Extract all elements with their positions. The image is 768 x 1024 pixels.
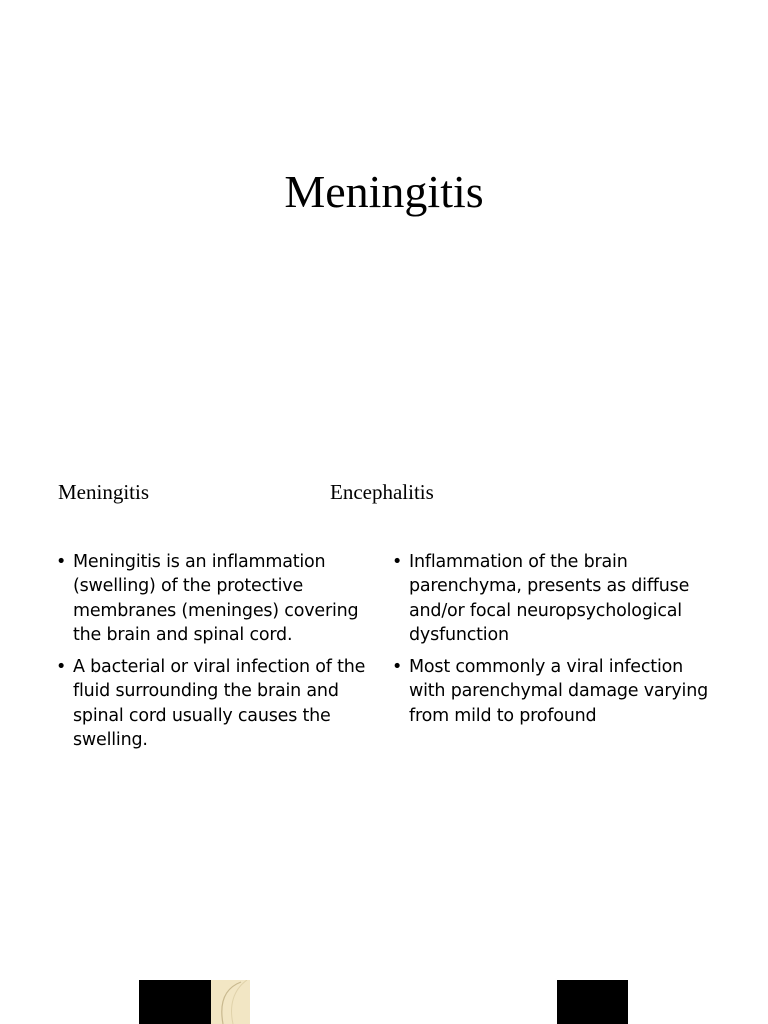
- bullet-list-meningitis: [56, 550, 378, 760]
- bullet-icon: •: [56, 657, 67, 678]
- column-heading-encephalitis: Encephalitis: [330, 480, 434, 504]
- list-item: [56, 550, 378, 647]
- decorative-cream-block: [211, 980, 250, 1024]
- bullet-text: A bacterial or viral infection of the fluid surrounding the brain and spinal cord usually causes the swelling.: [73, 657, 366, 751]
- list-item: [56, 655, 378, 752]
- bullet-icon: •: [392, 657, 403, 678]
- bullet-text: Meningitis is an inflammation (swelling) of the protective membranes (meninges) covering the brain and spinal cord.: [73, 552, 359, 645]
- column-heading-meningitis: Meningitis: [58, 480, 150, 504]
- bullet-list-encephalitis: [392, 550, 712, 736]
- slide-title: Meningitis: [284, 166, 484, 217]
- list-item: [392, 655, 712, 728]
- decorative-black-block-right: [557, 980, 628, 1024]
- paper-curl-icon: [211, 980, 250, 1024]
- bullet-text: Inflammation of the brain parenchyma, presents as diffuse and/or focal neuropsychological dysfunction: [409, 552, 690, 645]
- list-item: [392, 550, 712, 647]
- bullet-text: Most commonly a viral infection with parenchymal damage varying from mild to profound: [409, 657, 708, 726]
- bullet-icon: •: [56, 552, 67, 572]
- bullet-icon: •: [392, 552, 403, 572]
- decorative-black-block-left: [139, 980, 211, 1024]
